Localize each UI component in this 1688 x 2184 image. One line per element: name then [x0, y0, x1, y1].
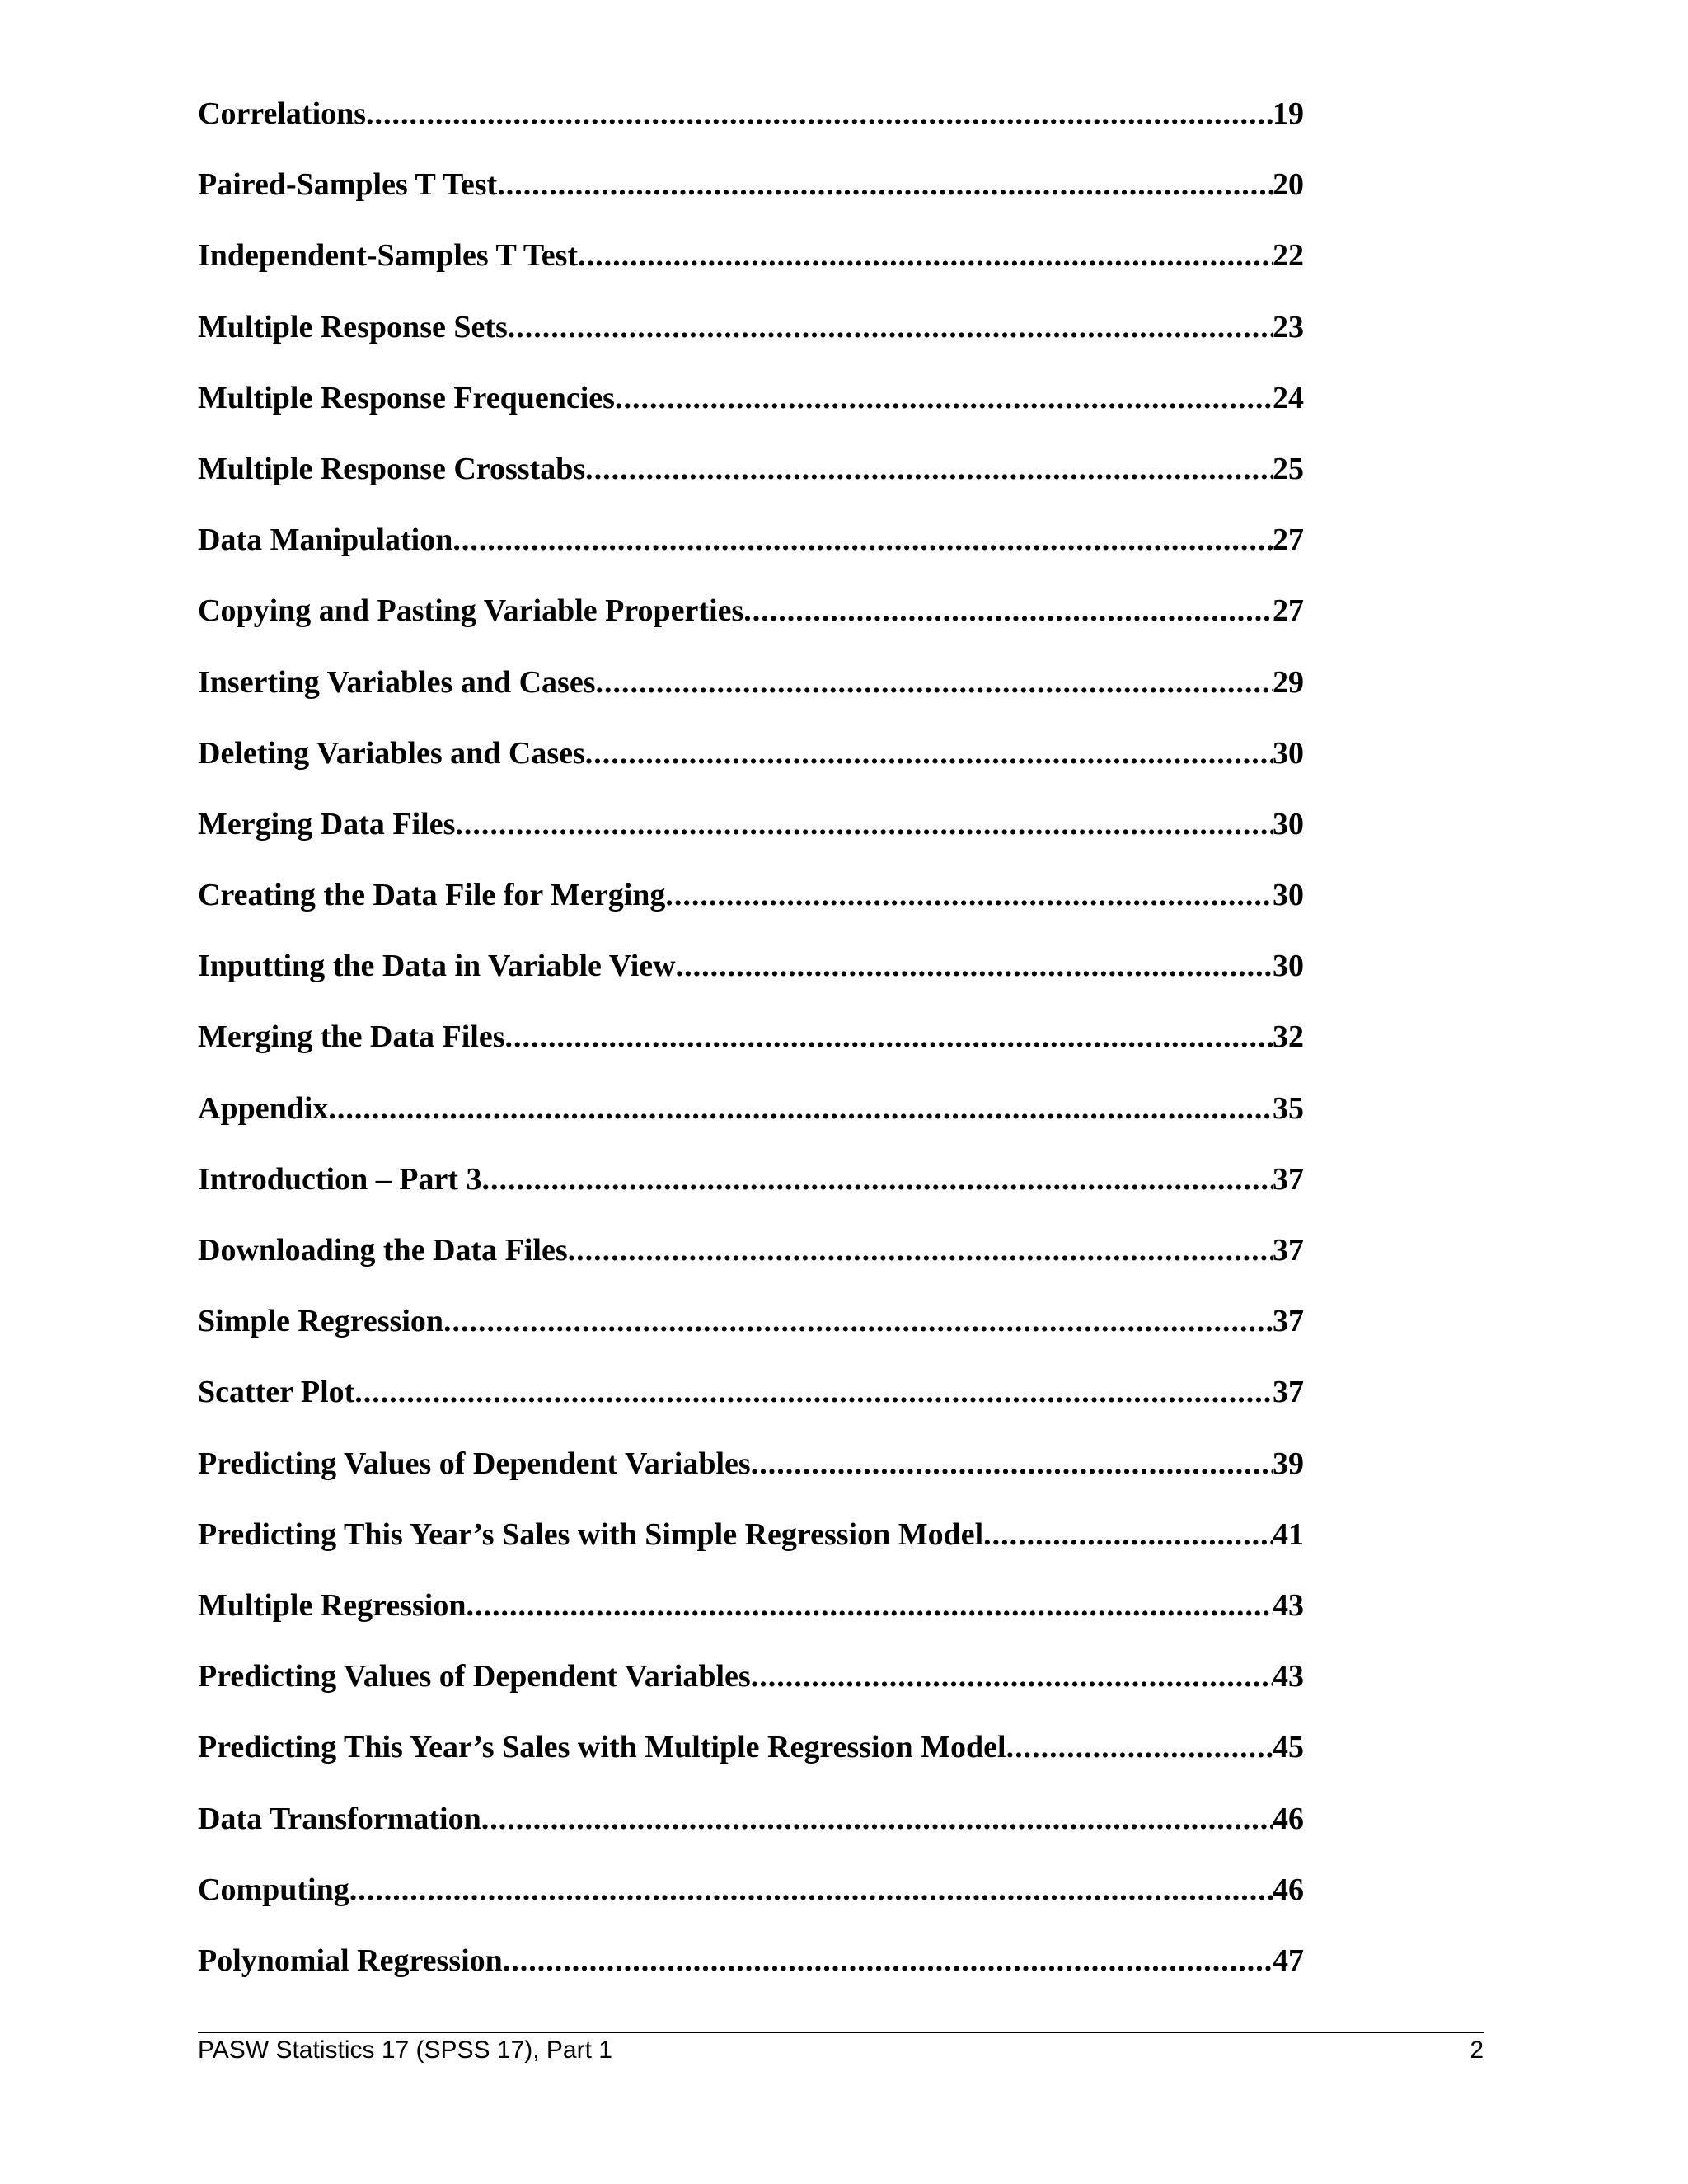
- toc-entry-title: Multiple Response Crosstabs: [198, 451, 586, 486]
- toc-entry-title: Data Manipulation: [198, 523, 453, 558]
- dot-leader: [328, 1090, 1273, 1127]
- toc-entry[interactable]: [198, 166, 1304, 237]
- toc-entry-page: 37: [1273, 1233, 1304, 1268]
- toc-entry-title: Data Transformation: [198, 1801, 481, 1836]
- toc-entry[interactable]: [198, 806, 1304, 877]
- dot-leader: [354, 1374, 1273, 1410]
- toc-entry[interactable]: [198, 1801, 1304, 1872]
- dot-leader: [505, 1019, 1273, 1055]
- toc-entry-page: 43: [1273, 1659, 1304, 1694]
- toc-entry-title: Independent-Samples T Test: [198, 238, 579, 274]
- toc-entry-page: 30: [1273, 878, 1304, 913]
- toc-entry-title: Inserting Variables and Cases: [198, 664, 596, 700]
- toc-entry-page: 35: [1273, 1090, 1304, 1126]
- dot-leader: [503, 1943, 1273, 1979]
- toc-entry[interactable]: [198, 237, 1304, 308]
- toc-entry-page: 43: [1273, 1587, 1304, 1623]
- toc-entry-title: Appendix: [198, 1090, 329, 1126]
- dot-leader: [585, 451, 1273, 487]
- dot-leader: [743, 593, 1273, 629]
- toc-entry[interactable]: [198, 735, 1304, 806]
- dot-leader: [452, 522, 1273, 558]
- toc-entry-page: 46: [1273, 1801, 1304, 1836]
- toc-entry-page: 39: [1273, 1446, 1304, 1481]
- dot-leader: [497, 166, 1273, 203]
- table-of-contents: [198, 96, 1304, 2013]
- dot-leader: [481, 1801, 1273, 1837]
- toc-entry[interactable]: [198, 1446, 1304, 1516]
- toc-entry-page: 37: [1273, 1375, 1304, 1410]
- toc-entry-title: Correlations: [198, 96, 367, 131]
- toc-entry-title: Computing: [198, 1872, 349, 1907]
- toc-entry-page: 27: [1273, 593, 1304, 629]
- dot-leader: [568, 1232, 1273, 1268]
- toc-entry[interactable]: [198, 522, 1304, 593]
- toc-entry-title: Paired-Samples T Test: [198, 167, 498, 203]
- toc-entry[interactable]: [198, 1232, 1304, 1303]
- dot-leader: [615, 380, 1273, 416]
- toc-entry-page: 25: [1273, 451, 1304, 486]
- toc-entry-page: 37: [1273, 1161, 1304, 1197]
- toc-entry-title: Polynomial Regression: [198, 1943, 503, 1978]
- toc-entry[interactable]: [198, 1161, 1304, 1232]
- toc-entry[interactable]: [198, 1943, 1304, 2013]
- toc-entry[interactable]: [198, 96, 1304, 166]
- toc-entry-title: Predicting Values of Dependent Variables: [198, 1659, 751, 1694]
- toc-entry-title: Multiple Response Frequencies: [198, 380, 615, 415]
- toc-entry-page: 23: [1273, 309, 1304, 344]
- toc-entry-title: Merging Data Files: [198, 806, 456, 841]
- toc-entry[interactable]: [198, 664, 1304, 735]
- toc-entry-title: Simple Regression: [198, 1304, 444, 1339]
- toc-entry-title: Predicting This Year’s Sales with Simple Regression Model: [198, 1516, 984, 1552]
- toc-entry[interactable]: [198, 1658, 1304, 1729]
- toc-entry[interactable]: [198, 1872, 1304, 1943]
- toc-entry-title: Scatter Plot: [198, 1375, 355, 1410]
- toc-entry-title: Merging the Data Files: [198, 1019, 505, 1055]
- toc-entry-page: 32: [1273, 1019, 1304, 1055]
- toc-entry-page: 46: [1273, 1872, 1304, 1907]
- toc-entry-page: 29: [1273, 664, 1304, 700]
- toc-entry[interactable]: [198, 451, 1304, 522]
- dot-leader: [578, 237, 1273, 274]
- toc-entry[interactable]: [198, 1729, 1304, 1800]
- toc-entry[interactable]: [198, 948, 1304, 1019]
- toc-entry-page: 30: [1273, 806, 1304, 841]
- toc-entry-title: Downloading the Data Files: [198, 1233, 568, 1268]
- toc-entry-page: 19: [1273, 96, 1304, 131]
- toc-entry-title: Deleting Variables and Cases: [198, 735, 585, 771]
- toc-entry[interactable]: [198, 1090, 1304, 1161]
- dot-leader: [466, 1587, 1273, 1624]
- toc-entry[interactable]: [198, 380, 1304, 451]
- toc-entry[interactable]: [198, 877, 1304, 948]
- toc-entry-page: 24: [1273, 380, 1304, 415]
- dot-leader: [665, 877, 1273, 913]
- toc-entry-title: Introduction – Part 3: [198, 1161, 482, 1197]
- toc-entry-title: Inputting the Data in Variable View: [198, 949, 676, 984]
- page-footer: [198, 2036, 1484, 2064]
- toc-entry-title: Predicting This Year’s Sales with Multiple Regression Model: [198, 1730, 1006, 1765]
- toc-entry-page: 41: [1273, 1516, 1304, 1552]
- toc-entry[interactable]: [198, 309, 1304, 380]
- toc-entry-page: 47: [1273, 1943, 1304, 1978]
- toc-entry-title: Predicting Values of Dependent Variables: [198, 1446, 751, 1481]
- dot-leader: [585, 735, 1273, 771]
- toc-entry-title: Multiple Response Sets: [198, 309, 508, 344]
- dot-leader: [508, 309, 1273, 345]
- toc-entry-page: 37: [1273, 1304, 1304, 1339]
- footer-page-number: 2: [1470, 2036, 1484, 2064]
- dot-leader: [455, 806, 1273, 842]
- toc-entry-title: Multiple Regression: [198, 1587, 467, 1623]
- toc-entry[interactable]: [198, 593, 1304, 663]
- toc-entry[interactable]: [198, 1303, 1304, 1374]
- toc-entry-page: 27: [1273, 523, 1304, 558]
- toc-entry-page: 22: [1273, 238, 1304, 274]
- footer-divider: [198, 2032, 1484, 2033]
- toc-entry-page: 30: [1273, 735, 1304, 771]
- dot-leader: [481, 1161, 1273, 1197]
- dot-leader: [676, 948, 1273, 984]
- footer-document-title: PASW Statistics 17 (SPSS 17), Part 1: [198, 2036, 612, 2064]
- toc-entry-page: 45: [1273, 1730, 1304, 1765]
- toc-entry[interactable]: [198, 1374, 1304, 1445]
- toc-entry[interactable]: [198, 1587, 1304, 1658]
- toc-entry-title: Creating the Data File for Merging: [198, 878, 666, 913]
- toc-entry-page: 30: [1273, 949, 1304, 984]
- toc-entry[interactable]: [198, 1516, 1304, 1587]
- dot-leader: [443, 1303, 1273, 1339]
- dot-leader: [595, 664, 1273, 701]
- dot-leader: [1006, 1729, 1273, 1765]
- toc-entry-page: 20: [1273, 167, 1304, 203]
- dot-leader: [751, 1446, 1273, 1482]
- toc-entry[interactable]: [198, 1019, 1304, 1090]
- dot-leader: [366, 96, 1273, 132]
- dot-leader: [349, 1872, 1273, 1908]
- dot-leader: [983, 1516, 1273, 1553]
- dot-leader: [751, 1658, 1273, 1694]
- toc-entry-title: Copying and Pasting Variable Properties: [198, 593, 744, 629]
